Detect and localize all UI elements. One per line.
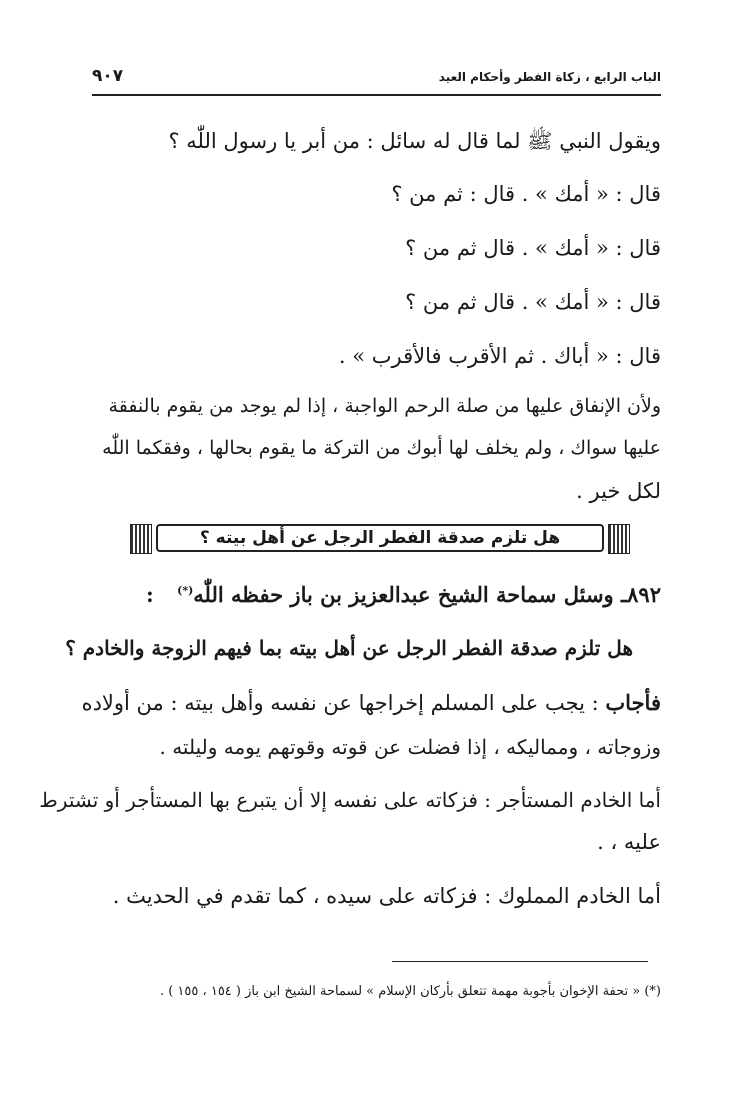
- running-title: الباب الرابع ، زكاة الفطر وأحكام العيد: [438, 70, 661, 84]
- banner-right-cap: [608, 524, 630, 554]
- answer-label: فأجاب: [605, 690, 661, 715]
- answer-line-3: أما الخادم المستأجر : فزكاته على نفسه إلا أن يتبرع بها المستأجر أو تشترط: [39, 788, 661, 812]
- question-heading-text: ٨٩٢ـ وسئل سماحة الشيخ عبدالعزيز بن باز حفظه اللّٰه: [193, 582, 661, 607]
- body-para2-line-1: ولأن الإنفاق عليها من صلة الرحم الواجبة ، إذا لم يوجد من يقوم بالنفقة: [108, 395, 661, 417]
- question-colon: :: [146, 582, 154, 607]
- answer-line-4: عليه ، .: [597, 830, 661, 854]
- footnote-marker: (*): [177, 584, 194, 597]
- answer-line-2: وزوجاته ، ومماليكه ، إذا فضلت عن قوته وقوتهم يومه وليلته .: [159, 735, 661, 759]
- footnote-rule: [392, 961, 648, 962]
- question-heading: [146, 582, 661, 607]
- body-line-5: قال : « أباك . ثم الأقرب فالأقرب » .: [338, 344, 661, 368]
- footnote: (*) « تحفة الإخوان بأجوبة مهمة تتعلق بأركان الإسلام » لسماحة الشيخ ابن باز ( ١٥٤ ، ١٥٥ ) .: [159, 984, 661, 999]
- body-line-1: ويقول النبي ﷺ لما قال له سائل : من أبر يا رسول اللّٰه ؟: [168, 129, 661, 153]
- answer-line-1: [82, 690, 661, 715]
- page-header: [92, 66, 661, 96]
- answer-line-1-rest: : يجب على المسلم إخراجها عن نفسه وأهل بيته : من أولاده: [81, 691, 606, 715]
- question-text: هل تلزم صدقة الفطر الرجل عن أهل بيته بما فيهم الزوجة والخادم ؟: [65, 636, 633, 660]
- body-para2-line-3: لكل خير .: [576, 479, 661, 503]
- banner-title: هل تلزم صدقة الفطر الرجل عن أهل بيته ؟: [156, 524, 604, 552]
- banner-left-cap: [130, 524, 152, 554]
- answer-line-5: أما الخادم المملوك : فزكاته على سيده ، كما تقدم في الحديث .: [112, 884, 661, 908]
- body-line-2: قال : « أمك » . قال : ثم من ؟: [391, 182, 661, 206]
- section-banner: [130, 522, 630, 556]
- body-line-3: قال : « أمك » . قال ثم من ؟: [405, 236, 661, 260]
- page-number: ٩٠٧: [92, 66, 124, 86]
- body-para2-line-2: عليها سواك ، ولم يخلف لها أبوك من التركة ما يقوم بحالها ، وفقكما اللّٰه: [102, 437, 661, 459]
- body-line-4: قال : « أمك » . قال ثم من ؟: [405, 290, 661, 314]
